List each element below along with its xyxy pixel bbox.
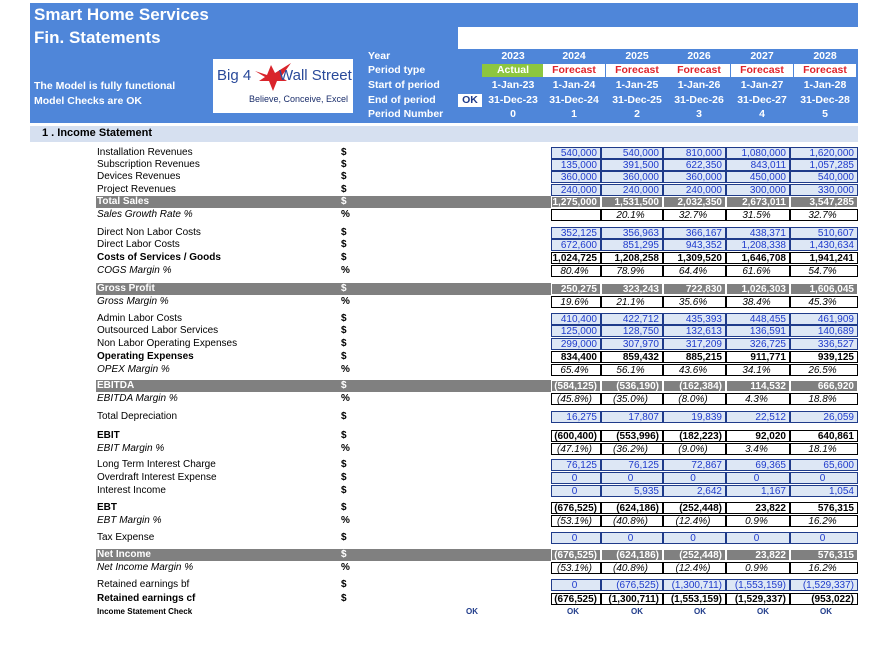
value-cell[interactable]: 76,125 <box>601 459 663 471</box>
value-cell[interactable]: 140,689 <box>790 325 858 337</box>
value-cell[interactable]: 360,000 <box>551 171 601 183</box>
value-cell: 65.4% <box>551 364 601 376</box>
value-cell: 31.5% <box>726 209 790 221</box>
row-label: EBITDA <box>97 380 135 391</box>
value-cell: 250,275 <box>551 283 601 295</box>
value-cell: (36.2%) <box>601 443 663 455</box>
period-end-cell: 31-Dec-28 <box>800 94 850 106</box>
value-cell[interactable]: 240,000 <box>551 184 601 196</box>
value-cell[interactable]: 0 <box>726 532 790 544</box>
row-label: Long Term Interest Charge <box>97 459 216 470</box>
value-cell[interactable]: 622,350 <box>663 159 726 171</box>
value-cell: (1,300,711) <box>601 593 663 605</box>
row-label: Net Income Margin % <box>97 562 194 573</box>
period-label: End of period <box>368 94 436 106</box>
value-cell: (1,553,159) <box>663 593 726 605</box>
value-cell[interactable]: 435,393 <box>663 313 726 325</box>
value-cell: 56.1% <box>601 364 663 376</box>
value-cell[interactable]: 300,000 <box>726 184 790 196</box>
period-check-ok: OK <box>458 94 482 107</box>
value-cell: 640,861 <box>790 430 858 442</box>
value-cell: 16.2% <box>790 515 858 527</box>
value-cell: 1,531,500 <box>601 196 663 208</box>
value-cell: 80.4% <box>551 265 601 277</box>
row-unit: $ <box>341 283 347 294</box>
value-cell[interactable]: 422,712 <box>601 313 663 325</box>
period-type-cell: Forecast <box>794 64 856 77</box>
value-cell: 576,315 <box>790 502 858 514</box>
value-cell[interactable]: (1,529,337) <box>790 579 858 591</box>
row-unit: $ <box>341 325 347 336</box>
value-cell: 34.1% <box>726 364 790 376</box>
row-label: COGS Margin % <box>97 265 172 276</box>
value-cell: 1,309,520 <box>663 252 726 264</box>
period-type-cell: Forecast <box>543 64 605 77</box>
value-cell: (182,223) <box>663 430 726 442</box>
value-cell[interactable]: 352,125 <box>551 227 601 239</box>
value-cell[interactable]: 1,054 <box>790 485 858 497</box>
value-cell[interactable]: 2,642 <box>663 485 726 497</box>
period-num-cell: 5 <box>822 108 828 120</box>
period-year-cell: 2028 <box>813 50 837 62</box>
value-cell: (624,186) <box>601 502 663 514</box>
value-cell[interactable]: 1,057,285 <box>790 159 858 171</box>
period-start-cell: 1-Jan-24 <box>552 79 596 91</box>
row-unit: % <box>341 393 350 404</box>
value-cell[interactable]: 943,352 <box>663 239 726 251</box>
row-label: Net Income <box>97 549 151 560</box>
value-cell[interactable]: 19,839 <box>663 411 726 423</box>
row-label: Subscription Revenues <box>97 159 200 170</box>
value-cell: 21.1% <box>601 296 663 308</box>
value-cell[interactable]: 65,600 <box>790 459 858 471</box>
value-cell[interactable]: 448,455 <box>726 313 790 325</box>
value-cell[interactable]: 5,935 <box>601 485 663 497</box>
row-label: Non Labor Operating Expenses <box>97 338 238 349</box>
row-label: Overdraft Interest Expense <box>97 472 217 483</box>
row-label: Sales Growth Rate % <box>97 209 193 220</box>
value-cell: 54.7% <box>790 265 858 277</box>
value-cell[interactable]: (1,300,711) <box>663 579 726 591</box>
value-cell: (252,448) <box>663 502 726 514</box>
row-unit: % <box>341 443 350 454</box>
value-cell[interactable]: 17,807 <box>601 411 663 423</box>
row-unit: % <box>341 209 350 220</box>
value-cell: 1,941,241 <box>790 252 858 264</box>
value-cell[interactable]: 0 <box>551 532 601 544</box>
value-cell: 45.3% <box>790 296 858 308</box>
value-cell[interactable]: 0 <box>601 472 663 484</box>
value-cell: 3,547,285 <box>790 196 858 208</box>
value-cell: (53.1%) <box>551 562 601 574</box>
value-cell[interactable]: 136,591 <box>726 325 790 337</box>
value-cell[interactable]: 69,365 <box>726 459 790 471</box>
value-cell[interactable]: 461,909 <box>790 313 858 325</box>
value-cell[interactable]: 26,059 <box>790 411 858 423</box>
value-cell: (676,525) <box>551 502 601 514</box>
value-cell: (624,186) <box>601 549 663 561</box>
period-type-cell: Forecast <box>731 64 793 77</box>
logo-tagline: Believe, Conceive, Excel <box>249 94 349 104</box>
row-unit: $ <box>341 579 347 590</box>
logo-left-text: Big 4 <box>217 67 252 84</box>
value-cell[interactable]: 540,000 <box>601 147 663 159</box>
value-cell[interactable]: 843,011 <box>726 159 790 171</box>
value-cell[interactable]: 0 <box>726 472 790 484</box>
row-label: Tax Expense <box>97 532 155 543</box>
row-label: Direct Non Labor Costs <box>97 227 201 238</box>
value-cell: 26.5% <box>790 364 858 376</box>
row-label: Retained earnings cf <box>97 593 196 604</box>
value-cell[interactable]: 1,208,338 <box>726 239 790 251</box>
value-cell: (12.4%) <box>663 515 726 527</box>
value-cell: (676,525) <box>551 593 601 605</box>
header-top-right <box>458 3 858 27</box>
row-unit: $ <box>341 430 347 441</box>
value-cell: (1,529,337) <box>726 593 790 605</box>
value-cell: 1,646,708 <box>726 252 790 264</box>
value-cell: 32.7% <box>663 209 726 221</box>
value-cell: (47.1%) <box>551 443 601 455</box>
value-cell: 20.1% <box>601 209 663 221</box>
row-unit: % <box>341 562 350 573</box>
value-cell[interactable]: 22,512 <box>726 411 790 423</box>
value-cell: 35.6% <box>663 296 726 308</box>
row-label: Interest Income <box>97 485 166 496</box>
period-start-cell: 1-Jan-25 <box>615 79 659 91</box>
row-unit: $ <box>341 502 347 513</box>
value-cell: 666,920 <box>790 380 858 392</box>
value-cell[interactable]: 317,209 <box>663 338 726 350</box>
row-unit: % <box>341 364 350 375</box>
row-label: Retained earnings bf <box>97 579 190 590</box>
row-label: Total Sales <box>97 196 150 207</box>
value-cell[interactable]: 240,000 <box>601 184 663 196</box>
row-label: Outsourced Labor Services <box>97 325 219 336</box>
value-cell: 114,532 <box>726 380 790 392</box>
period-year-cell: 2025 <box>625 50 649 62</box>
value-cell: (8.0%) <box>663 393 726 405</box>
value-cell: (162,384) <box>663 380 726 392</box>
row-unit: $ <box>341 159 347 170</box>
period-type-cell: Forecast <box>668 64 730 77</box>
value-cell: 0.9% <box>726 515 790 527</box>
value-cell[interactable]: 0 <box>551 579 601 591</box>
row-unit: $ <box>341 338 347 349</box>
value-cell: (45.8%) <box>551 393 601 405</box>
period-year-cell: 2024 <box>562 50 586 62</box>
logo-right-text: Wall Street <box>279 67 352 84</box>
value-cell[interactable]: 299,000 <box>551 338 601 350</box>
value-cell: 1,024,725 <box>551 252 601 264</box>
value-cell: 939,125 <box>790 351 858 363</box>
value-cell: 0.9% <box>726 562 790 574</box>
row-label: OPEX Margin % <box>97 364 170 375</box>
value-cell: 3.4% <box>726 443 790 455</box>
value-cell <box>551 209 601 221</box>
value-cell: 885,215 <box>663 351 726 363</box>
value-cell: 323,243 <box>601 283 663 295</box>
value-cell: 18.8% <box>790 393 858 405</box>
row-unit: $ <box>341 184 347 195</box>
value-cell[interactable]: 0 <box>551 485 601 497</box>
value-cell[interactable]: 135,000 <box>551 159 601 171</box>
value-cell: 4.3% <box>726 393 790 405</box>
value-cell: 834,400 <box>551 351 601 363</box>
value-cell: 16.2% <box>790 562 858 574</box>
value-cell[interactable]: 240,000 <box>663 184 726 196</box>
value-cell: (600,400) <box>551 430 601 442</box>
value-cell[interactable]: 1,430,634 <box>790 239 858 251</box>
value-cell: (953,022) <box>790 593 858 605</box>
row-label: EBT Margin % <box>97 515 162 526</box>
value-cell[interactable]: 366,167 <box>663 227 726 239</box>
value-cell[interactable]: 356,963 <box>601 227 663 239</box>
value-cell: 18.1% <box>790 443 858 455</box>
value-cell[interactable]: 1,167 <box>726 485 790 497</box>
income-statement-check-label: Income Statement Check <box>97 607 193 616</box>
row-unit: % <box>341 515 350 526</box>
check-ok-cell: OK <box>567 607 579 616</box>
row-unit: $ <box>341 252 347 263</box>
value-cell: (40.8%) <box>601 562 663 574</box>
value-cell: 64.4% <box>663 265 726 277</box>
value-cell[interactable]: 307,970 <box>601 338 663 350</box>
row-unit: $ <box>341 549 347 560</box>
value-cell: (12.4%) <box>663 562 726 574</box>
value-cell: (536,190) <box>601 380 663 392</box>
value-cell: 38.4% <box>726 296 790 308</box>
row-unit: $ <box>341 380 347 391</box>
row-label: Devices Revenues <box>97 171 181 182</box>
value-cell: 19.6% <box>551 296 601 308</box>
row-label: Project Revenues <box>97 184 176 195</box>
row-label: EBIT <box>97 430 120 441</box>
period-year-cell: 2026 <box>687 50 711 62</box>
value-cell[interactable]: 128,750 <box>601 325 663 337</box>
period-label: Year <box>368 50 391 62</box>
row-unit: $ <box>341 313 347 324</box>
period-end-cell: 31-Dec-26 <box>674 94 724 106</box>
value-cell: 61.6% <box>726 265 790 277</box>
row-unit: $ <box>341 472 347 483</box>
row-unit: $ <box>341 227 347 238</box>
row-label: Operating Expenses <box>97 351 194 362</box>
row-unit: $ <box>341 147 347 158</box>
value-cell: 43.6% <box>663 364 726 376</box>
value-cell[interactable]: 0 <box>790 472 858 484</box>
period-label: Start of period <box>368 79 440 91</box>
period-label: Period type <box>368 64 426 76</box>
value-cell: (40.8%) <box>601 515 663 527</box>
period-start-cell: 1-Jan-23 <box>491 79 535 91</box>
period-year-cell: 2023 <box>501 50 525 62</box>
row-label: EBT <box>97 502 117 513</box>
value-cell[interactable]: 1,080,000 <box>726 147 790 159</box>
check-ok-cell: OK <box>694 607 706 616</box>
period-label: Period Number <box>368 108 444 120</box>
period-num-cell: 3 <box>696 108 702 120</box>
section-header-income-statement <box>30 126 858 142</box>
value-cell[interactable]: 510,607 <box>790 227 858 239</box>
row-unit: $ <box>341 171 347 182</box>
value-cell: 722,830 <box>663 283 726 295</box>
row-label: EBIT Margin % <box>97 443 165 454</box>
period-end-cell: 31-Dec-23 <box>488 94 538 106</box>
value-cell[interactable]: 0 <box>663 472 726 484</box>
value-cell: 2,032,350 <box>663 196 726 208</box>
check-summary-ok: OK <box>466 607 478 616</box>
row-unit: $ <box>341 196 347 207</box>
model-checks-message: Model Checks are OK <box>34 95 142 107</box>
value-cell[interactable]: 16,275 <box>551 411 601 423</box>
section-title: 1 . Income Statement <box>42 127 153 139</box>
period-year-cell: 2027 <box>750 50 774 62</box>
value-cell: (35.0%) <box>601 393 663 405</box>
row-unit: $ <box>341 411 347 422</box>
period-num-cell: 2 <box>634 108 640 120</box>
value-cell: 1,606,045 <box>790 283 858 295</box>
period-end-cell: 31-Dec-24 <box>549 94 599 106</box>
row-label: Admin Labor Costs <box>97 313 183 324</box>
value-cell[interactable]: 672,600 <box>551 239 601 251</box>
row-label: EBITDA Margin % <box>97 393 178 404</box>
value-cell[interactable]: 540,000 <box>790 171 858 183</box>
value-cell[interactable]: (1,553,159) <box>726 579 790 591</box>
value-cell[interactable]: (676,525) <box>601 579 663 591</box>
value-cell[interactable]: 336,527 <box>790 338 858 350</box>
value-cell: 576,315 <box>790 549 858 561</box>
check-ok-cell: OK <box>757 607 769 616</box>
value-cell: (584,125) <box>551 380 601 392</box>
row-unit: % <box>341 265 350 276</box>
check-ok-cell: OK <box>820 607 832 616</box>
value-cell: (553,996) <box>601 430 663 442</box>
value-cell[interactable]: 1,620,000 <box>790 147 858 159</box>
row-unit: $ <box>341 532 347 543</box>
value-cell[interactable]: 72,867 <box>663 459 726 471</box>
value-cell[interactable]: 0 <box>663 532 726 544</box>
period-num-cell: 4 <box>759 108 765 120</box>
value-cell: (9.0%) <box>663 443 726 455</box>
value-cell: 1,208,258 <box>601 252 663 264</box>
value-cell: (53.1%) <box>551 515 601 527</box>
period-start-cell: 1-Jan-28 <box>803 79 847 91</box>
row-label: Gross Margin % <box>97 296 169 307</box>
row-label: Installation Revenues <box>97 147 193 158</box>
row-label: Direct Labor Costs <box>97 239 180 250</box>
value-cell[interactable]: 438,371 <box>726 227 790 239</box>
period-type-cell: Forecast <box>606 64 668 77</box>
row-unit: $ <box>341 459 347 470</box>
value-cell: 2,673,011 <box>726 196 790 208</box>
value-cell[interactable]: 326,725 <box>726 338 790 350</box>
row-unit: % <box>341 296 350 307</box>
value-cell: (252,448) <box>663 549 726 561</box>
period-end-cell: 31-Dec-27 <box>737 94 787 106</box>
period-type-cell: Actual <box>482 64 544 77</box>
value-cell: 911,771 <box>726 351 790 363</box>
period-start-cell: 1-Jan-26 <box>677 79 721 91</box>
value-cell[interactable]: 450,000 <box>726 171 790 183</box>
value-cell: 32.7% <box>790 209 858 221</box>
row-unit: $ <box>341 485 347 496</box>
value-cell[interactable]: 810,000 <box>663 147 726 159</box>
value-cell[interactable]: 360,000 <box>663 171 726 183</box>
value-cell[interactable]: 410,400 <box>551 313 601 325</box>
value-cell[interactable]: 125,000 <box>551 325 601 337</box>
check-ok-cell: OK <box>631 607 643 616</box>
value-cell[interactable]: 851,295 <box>601 239 663 251</box>
value-cell[interactable]: 330,000 <box>790 184 858 196</box>
model-status-message: The Model is fully functional <box>34 80 176 92</box>
value-cell: 23,822 <box>726 549 790 561</box>
value-cell[interactable]: 76,125 <box>551 459 601 471</box>
value-cell: 859,432 <box>601 351 663 363</box>
value-cell: 23,822 <box>726 502 790 514</box>
value-cell: (676,525) <box>551 549 601 561</box>
value-cell[interactable]: 0 <box>601 532 663 544</box>
row-unit: $ <box>341 351 347 362</box>
value-cell: 78.9% <box>601 265 663 277</box>
row-label: Total Depreciation <box>97 411 178 422</box>
page-title: Smart Home Services <box>34 5 209 24</box>
period-num-cell: 1 <box>571 108 577 120</box>
value-cell: 92,020 <box>726 430 790 442</box>
value-cell: 1,026,303 <box>726 283 790 295</box>
page-subtitle: Fin. Statements <box>34 28 161 47</box>
value-cell[interactable]: 391,500 <box>601 159 663 171</box>
row-label: Gross Profit <box>97 283 155 294</box>
period-num-cell: 0 <box>510 108 516 120</box>
period-start-cell: 1-Jan-27 <box>740 79 784 91</box>
value-cell[interactable]: 540,000 <box>551 147 601 159</box>
value-cell[interactable]: 360,000 <box>601 171 663 183</box>
value-cell[interactable]: 0 <box>551 472 601 484</box>
value-cell[interactable]: 0 <box>790 532 858 544</box>
row-unit: $ <box>341 239 347 250</box>
row-label: Costs of Services / Goods <box>97 252 221 263</box>
company-logo <box>213 59 353 113</box>
value-cell: 1,275,000 <box>551 196 601 208</box>
row-unit: $ <box>341 593 347 604</box>
value-cell[interactable]: 132,613 <box>663 325 726 337</box>
period-end-cell: 31-Dec-25 <box>612 94 662 106</box>
